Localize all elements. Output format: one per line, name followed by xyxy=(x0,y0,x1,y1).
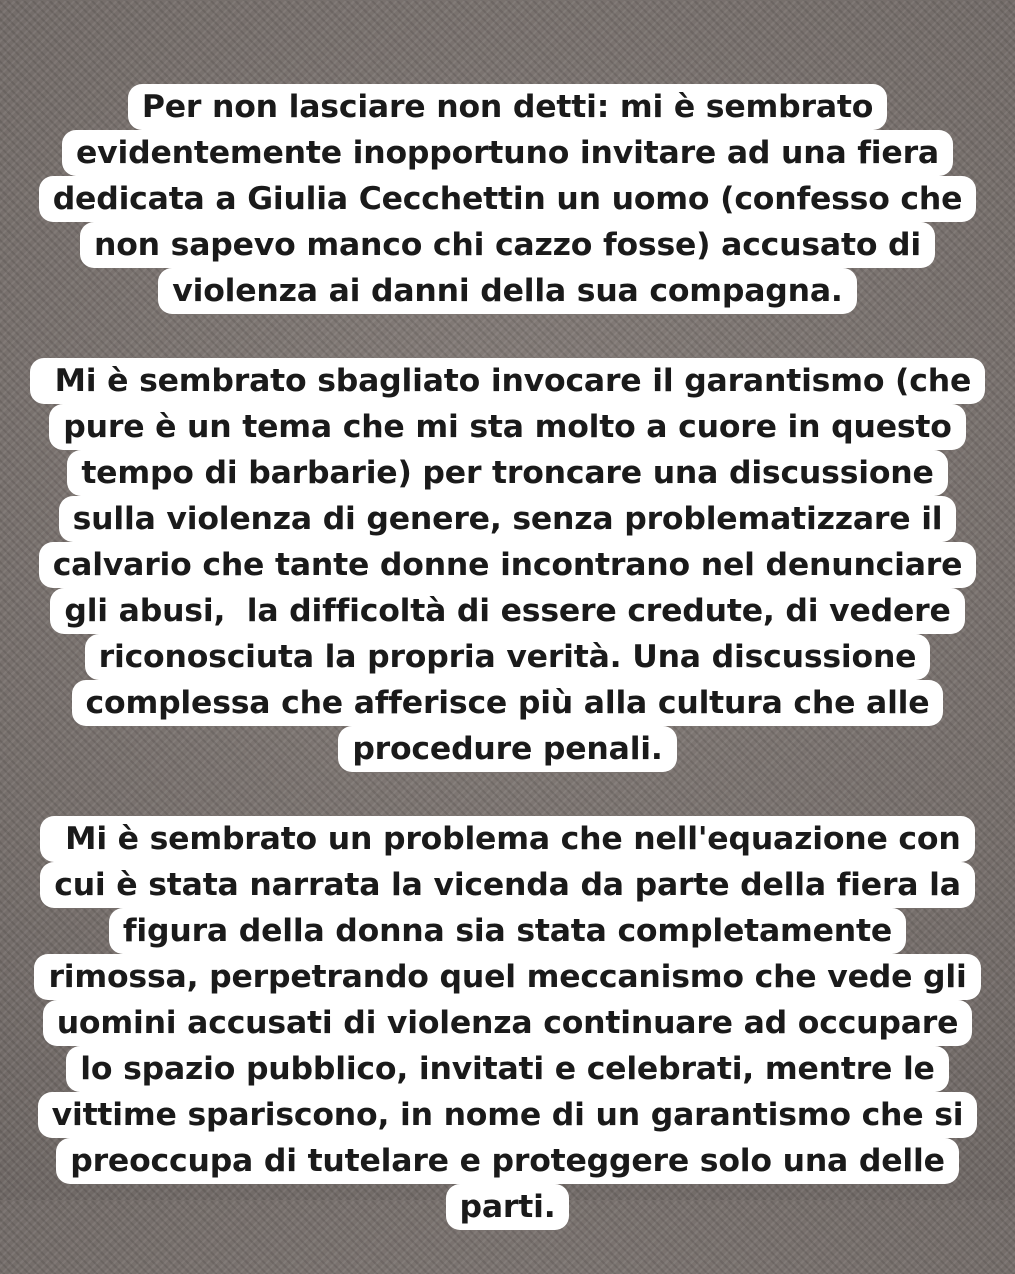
text-line: rimossa, perpetrando quel meccanismo che vede gli xyxy=(34,954,980,1000)
text-line: non sapevo manco chi cazzo fosse) accusato di xyxy=(80,222,935,268)
text-line: gli abusi, la difficoltà di essere credute, di vedere xyxy=(50,588,964,634)
text-line: uomini accusati di violenza continuare ad occupare xyxy=(43,1000,973,1046)
text-line: Per non lasciare non detti: mi è sembrato xyxy=(128,84,887,130)
story-text xyxy=(0,84,1015,1274)
text-line: figura della donna sia stata completamente xyxy=(109,908,906,954)
text-line: evidentemente inopportuno invitare ad una fiera xyxy=(62,130,953,176)
text-line: cui è stata narrata la vicenda da parte della fiera la xyxy=(40,862,975,908)
text-line: calvario che tante donne incontrano nel denunciare xyxy=(39,542,977,588)
text-line: riconosciuta la propria verità. Una discussione xyxy=(85,634,931,680)
text-line: preoccupa di tutelare e proteggere solo una delle xyxy=(56,1138,959,1184)
text-line: sulla violenza di genere, senza problematizzare il xyxy=(59,496,957,542)
paragraph-1 xyxy=(0,84,1015,314)
text-line: dedicata a Giulia Cecchettin un uomo (confesso che xyxy=(39,176,977,222)
text-line: lo spazio pubblico, invitati e celebrati, mentre le xyxy=(66,1046,948,1092)
paragraph-3 xyxy=(0,816,1015,1230)
text-line: Mi è sembrato sbagliato invocare il garantismo (che xyxy=(30,358,985,404)
text-line: parti. xyxy=(446,1184,570,1230)
paragraph-2 xyxy=(0,358,1015,772)
text-line: Mi è sembrato un problema che nell'equazione con xyxy=(40,816,974,862)
text-line: tempo di barbarie) per troncare una discussione xyxy=(67,450,947,496)
text-line: procedure penali. xyxy=(338,726,676,772)
text-line: complessa che afferisce più alla cultura che alle xyxy=(72,680,944,726)
text-line: vittime spariscono, in nome di un garantismo che si xyxy=(38,1092,978,1138)
text-line: pure è un tema che mi sta molto a cuore in questo xyxy=(49,404,965,450)
text-line: violenza ai danni della sua compagna. xyxy=(158,268,856,314)
